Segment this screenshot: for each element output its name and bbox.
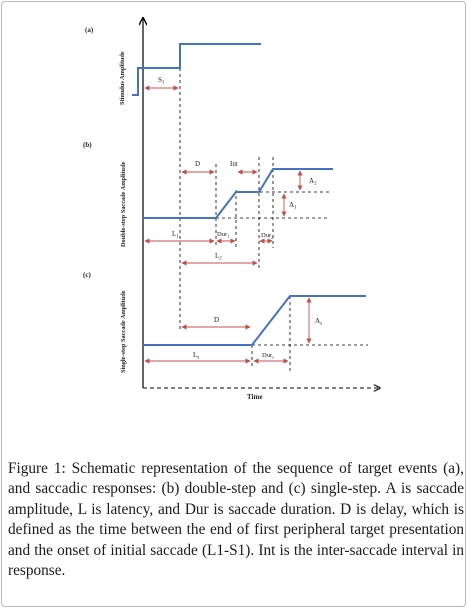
dur1-label: Dur$_1$ xyxy=(217,231,230,239)
a1-label: $A_1$ xyxy=(289,201,297,211)
figure-caption xyxy=(8,459,464,581)
panel-label-c: (c) xyxy=(83,271,91,279)
panel-label-b: (b) xyxy=(83,141,92,149)
dur2-label: Dur$_2$ xyxy=(261,232,274,240)
d-label-c: D xyxy=(214,316,220,324)
d-label-b: D xyxy=(195,160,201,168)
panel-label-a: (a) xyxy=(85,26,94,34)
as-label: $A_s$ xyxy=(315,317,323,327)
durs-label: Dur$_s$ xyxy=(262,352,274,360)
single-step-trace xyxy=(143,296,366,345)
caption-label: Figure 1: xyxy=(8,460,66,477)
ls-label: $L_s$ xyxy=(193,351,200,361)
int-label: Int xyxy=(230,160,238,168)
double-step-trace xyxy=(143,169,333,218)
caption-text: Schematic representation of the sequence of target events (a), and saccadic responses: (b) double-step and (c) single-step. A is saccade amplitude, L is latency, and Dur is saccade duration. D is delay, which is defined as the time between the end of first peripheral target presentation and the onset of initial saccade (L1-S1). Int is the inter-saccade interval in response. xyxy=(8,460,464,580)
y-label-c: Single-step Saccade Amplitude xyxy=(120,290,127,373)
y-label-b: Double-step Saccade Amplitude xyxy=(120,161,127,247)
x-axis-label: Time xyxy=(247,393,263,401)
l2-label: $L_2$ xyxy=(215,252,222,262)
l1-label: $L_1$ xyxy=(172,230,179,240)
y-label-a: Stimulus Amplitude xyxy=(119,51,126,105)
a2-label: $A_2$ xyxy=(309,177,317,187)
stimulus-trace xyxy=(132,44,261,95)
s1-label: $S_1$ xyxy=(158,76,165,86)
